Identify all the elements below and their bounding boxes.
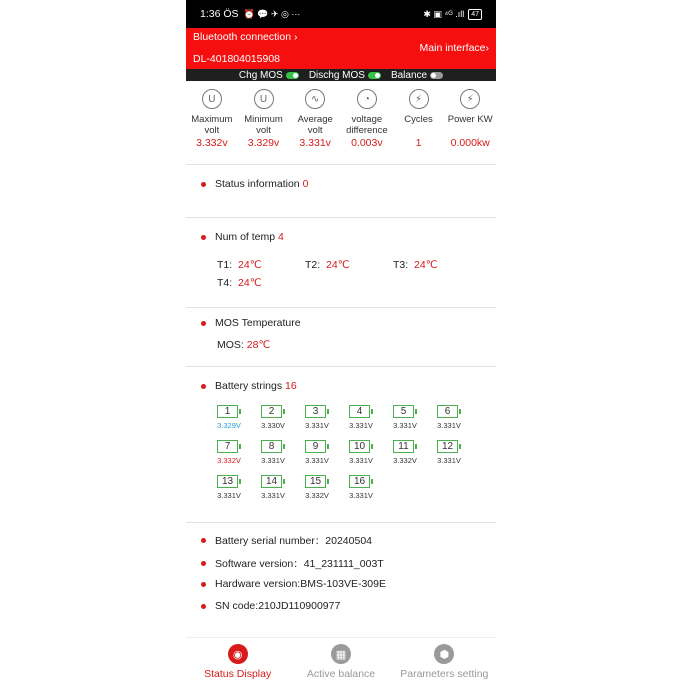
- status-bar: [186, 0, 496, 28]
- cell-battery-icon: 15: [305, 475, 326, 488]
- cell-battery-icon: 5: [393, 405, 414, 418]
- cell-battery-icon: 8: [261, 440, 282, 453]
- cell-voltage: 3.331V: [393, 421, 417, 430]
- status-information: Status information 0: [201, 178, 308, 190]
- metric-min-volt: U Minimum volt 3.329v: [238, 86, 290, 156]
- metric-max-volt: U Maximum volt 3.332v: [186, 86, 238, 156]
- signal-icons: ✱ ▣ ⁴ᴳ .ıll: [423, 8, 465, 19]
- bottom-navigation: [186, 637, 496, 682]
- min-volt-value: 3.329v: [247, 137, 280, 149]
- average-volt-value: 3.331v: [299, 137, 331, 149]
- parameters-setting-icon: ⬢: [434, 644, 454, 664]
- mos-temp-value: MOS: 28℃: [217, 339, 271, 351]
- cell-battery-icon: 7: [217, 440, 238, 453]
- balance-toggle[interactable]: [430, 72, 443, 79]
- temp-t2: T2: 24℃: [305, 259, 350, 271]
- clock: 1:36 ÖS: [200, 8, 239, 20]
- temp-t1: T1: 24℃: [217, 259, 262, 271]
- cell-battery-icon: 4: [349, 405, 370, 418]
- chg-mos-label: Chg MOS: [238, 69, 283, 81]
- device-id: DL-401804015908: [193, 53, 280, 65]
- metric-average-volt: ∿ Average volt 3.331v: [289, 86, 341, 156]
- cell-battery-icon: 13: [217, 475, 238, 488]
- cell-battery-icon: 16: [349, 475, 370, 488]
- battery-strings: Battery strings 16: [201, 380, 297, 392]
- nav-active-balance[interactable]: ▦ Active balance: [289, 638, 392, 682]
- cell-battery-icon: 12: [437, 440, 458, 453]
- bullet-dot: [201, 182, 206, 187]
- status-information-value: 0: [302, 178, 309, 190]
- bullet-dot: [201, 561, 206, 566]
- divider: [186, 522, 496, 523]
- battery-icon: 47: [468, 9, 482, 20]
- software-version: Software version：41_231111_003T: [201, 556, 384, 571]
- cell-battery-icon: 2: [261, 405, 282, 418]
- gauge-icon: ◔: [357, 89, 377, 109]
- wave-icon: ∿: [305, 89, 325, 109]
- cell-battery-icon: 1: [217, 405, 238, 418]
- power-kw-value: 0.000kw: [450, 137, 490, 149]
- dischg-mos-toggle[interactable]: [368, 72, 381, 79]
- metric-cycles: ⚡ Cycles 1: [393, 86, 445, 156]
- cell-battery-icon: 10: [349, 440, 370, 453]
- battery-cell: [301, 405, 333, 435]
- notification-icons: ⏰ 💬 ✈ ◎ ···: [243, 8, 301, 19]
- temp-t4: T4: 24℃: [217, 277, 262, 289]
- battery-cell: [301, 475, 333, 505]
- battery-cell: [389, 405, 421, 435]
- cell-voltage: 3.331V: [349, 491, 373, 500]
- nav-parameters-setting[interactable]: ⬢ Parameters setting: [393, 638, 496, 682]
- battery-cell: [345, 405, 377, 435]
- main-interface-link[interactable]: Main interface›: [419, 42, 489, 54]
- cell-voltage: 3.331V: [261, 456, 285, 465]
- voltage-icon: U: [202, 89, 222, 109]
- divider: [186, 366, 496, 367]
- bullet-dot: [201, 321, 206, 326]
- cell-voltage: 3.332V: [393, 456, 417, 465]
- power-icon: ⚡: [460, 89, 480, 109]
- battery-cell: [257, 405, 289, 435]
- cell-voltage: 3.331V: [305, 456, 329, 465]
- metric-voltage-difference: ◔ voltage difference 0.003v: [341, 86, 393, 156]
- battery-cell: [345, 475, 377, 505]
- cell-battery-icon: 6: [437, 405, 458, 418]
- voltage-difference-value: 0.003v: [351, 137, 383, 149]
- cell-battery-icon: 11: [393, 440, 414, 453]
- cycles-value: 1: [415, 137, 422, 149]
- temp-count: 4: [278, 231, 284, 243]
- active-balance-icon: ▦: [331, 644, 351, 664]
- cell-voltage: 3.331V: [217, 491, 241, 500]
- cell-battery-icon: 14: [261, 475, 282, 488]
- nav-status-display[interactable]: ◉ Status Display: [186, 638, 289, 682]
- bullet-dot: [201, 582, 206, 587]
- bullet-dot: [201, 384, 206, 389]
- divider: [186, 307, 496, 308]
- bullet-dot: [201, 604, 206, 609]
- status-display-icon: ◉: [228, 644, 248, 664]
- cell-voltage: 3.331V: [437, 421, 461, 430]
- battery-cell: [213, 405, 245, 435]
- cell-battery-icon: 9: [305, 440, 326, 453]
- battery-cell: [345, 440, 377, 470]
- temp-t3: T3: 24℃: [393, 259, 438, 271]
- battery-cell: [257, 475, 289, 505]
- dischg-mos-label: Dischg MOS: [308, 69, 365, 81]
- divider: [186, 217, 496, 218]
- battery-serial-number: Battery serial number：20240504: [201, 533, 372, 548]
- cell-battery-icon: 3: [305, 405, 326, 418]
- app-header: [186, 28, 496, 69]
- cell-voltage: 3.331V: [437, 456, 461, 465]
- chg-mos-toggle[interactable]: [286, 72, 299, 79]
- battery-cell: [213, 440, 245, 470]
- battery-strings-count: 16: [285, 380, 297, 392]
- cell-voltage: 3.331V: [349, 421, 373, 430]
- bullet-dot: [201, 538, 206, 543]
- balance-label: Balance: [390, 69, 428, 81]
- divider: [186, 164, 496, 165]
- battery-cell: [301, 440, 333, 470]
- mos-status-bar: [186, 69, 496, 81]
- cell-voltage: 3.329V: [217, 421, 241, 430]
- mos-temperature: MOS Temperature: [201, 317, 301, 329]
- battery-cell: [213, 475, 245, 505]
- phone-screen: [186, 0, 496, 682]
- max-volt-value: 3.332v: [196, 137, 228, 149]
- voltage-icon: U: [254, 89, 274, 109]
- cell-voltage: 3.330V: [261, 421, 285, 430]
- bluetooth-connection-link[interactable]: Bluetooth connection ›: [193, 31, 298, 43]
- cell-voltage: 3.331V: [349, 456, 373, 465]
- hardware-version: Hardware version:BMS-103VE-309E: [201, 578, 386, 590]
- cell-voltage: 3.331V: [261, 491, 285, 500]
- battery-cell: [257, 440, 289, 470]
- metric-power-kw: ⚡ Power KW 0.000kw: [444, 86, 496, 156]
- cell-voltage: 3.332V: [217, 456, 241, 465]
- voltage-metrics: [186, 86, 496, 156]
- battery-cell: [433, 440, 465, 470]
- cell-voltage: 3.331V: [305, 421, 329, 430]
- sn-code: SN code:210JD110900977: [201, 600, 340, 612]
- battery-cell: [389, 440, 421, 470]
- cycle-icon: ⚡: [409, 89, 429, 109]
- cell-voltage: 3.332V: [305, 491, 329, 500]
- battery-cell: [433, 405, 465, 435]
- num-of-temp: Num of temp 4: [201, 231, 284, 243]
- bullet-dot: [201, 235, 206, 240]
